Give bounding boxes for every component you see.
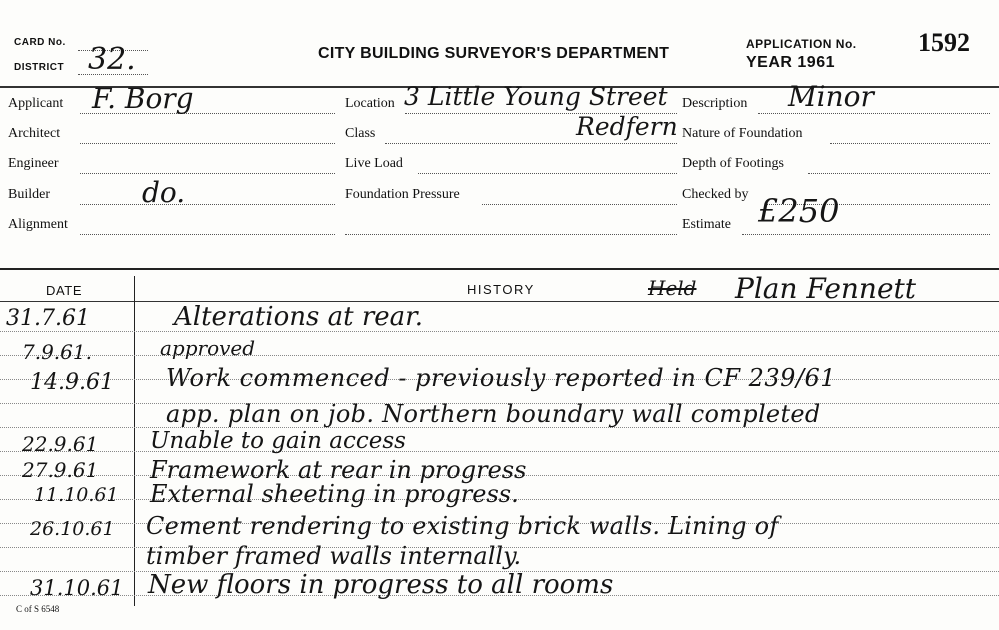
history-date: 31.10.61: [30, 576, 124, 600]
form-code: C of S 6548: [16, 604, 60, 614]
history-entry: approved: [160, 336, 256, 360]
history-entry: New floors in progress to all rooms: [148, 570, 614, 600]
history-entry: app. plan on job. Northern boundary wall completed: [166, 400, 821, 428]
struck-word: Held: [648, 276, 697, 300]
engineer-label: Engineer: [8, 156, 59, 171]
year-label: YEAR 1961: [746, 54, 835, 71]
description-line: [758, 113, 990, 114]
history-rule: [0, 331, 999, 332]
history-date: 27.9.61: [22, 458, 99, 482]
live-load-label: Live Load: [345, 156, 403, 171]
history-date: 7.9.61.: [22, 340, 92, 364]
description-label: Description: [682, 96, 748, 111]
history-entry: Unable to gain access: [150, 428, 406, 454]
architect-label: Architect: [8, 126, 61, 141]
estimate-label: Estimate: [682, 217, 731, 232]
nature-label: Nature of Foundation: [682, 126, 803, 141]
alignment-line: [80, 234, 335, 235]
live-load-line: [418, 173, 677, 174]
application-label: APPLICATION No.: [746, 37, 857, 51]
builder-line: [80, 204, 335, 205]
applicant-label: Applicant: [8, 96, 64, 111]
estimate-value: £250: [758, 192, 840, 230]
class-line: [385, 143, 677, 144]
history-entry: Work commenced - previously reported in CF 239/61: [166, 364, 837, 392]
alignment-label: Alignment: [8, 217, 68, 232]
history-divider-top: [0, 268, 999, 270]
estimate-line: [742, 234, 990, 235]
date-header: DATE: [46, 283, 83, 298]
class-label: Class: [345, 126, 376, 141]
depth-line: [808, 173, 990, 174]
plan-annotation: Plan Fennett: [735, 272, 917, 305]
location-value: 3 Little Young Street: [404, 82, 668, 111]
date-column-divider: [134, 276, 135, 606]
history-divider-bottom: [0, 301, 999, 302]
history-date: 22.9.61: [22, 432, 99, 456]
foundation-pressure-label: Foundation Pressure: [345, 187, 460, 202]
depth-label: Depth of Footings: [682, 156, 784, 171]
engineer-line: [80, 173, 335, 174]
nature-line: [830, 143, 990, 144]
history-entry: External sheeting in progress.: [150, 480, 519, 508]
foundation-pressure-line: [482, 204, 677, 205]
applicant-value: F. Borg: [92, 82, 194, 115]
history-entry: timber framed walls internally.: [146, 542, 522, 570]
history-date: 11.10.61: [34, 484, 119, 506]
history-entry: Framework at rear in progress: [150, 456, 527, 484]
department-title: CITY BUILDING SURVEYOR'S DEPARTMENT: [318, 45, 670, 62]
history-date: 14.9.61: [30, 370, 114, 395]
architect-line: [80, 143, 335, 144]
history-entry: Cement rendering to existing brick walls. Lining of: [146, 512, 779, 540]
history-date: 26.10.61: [30, 518, 115, 540]
builder-value: do.: [142, 176, 186, 209]
history-header: HISTORY: [467, 282, 535, 297]
application-number: 1592: [918, 28, 970, 57]
checked-label: Checked by: [682, 187, 749, 202]
district-label: DISTRICT: [14, 62, 65, 73]
location-value-2: Redfern: [576, 112, 678, 141]
history-entry: Alterations at rear.: [174, 302, 423, 332]
history-date: 31.7.61: [6, 306, 90, 331]
card-no-label: CARD No.: [14, 37, 66, 48]
description-value: Minor: [788, 80, 874, 113]
district-value: 32.: [88, 42, 136, 77]
builder-label: Builder: [8, 187, 50, 202]
history-rule: [0, 355, 999, 356]
middle-blank-line: [345, 234, 677, 235]
location-label: Location: [345, 96, 395, 111]
